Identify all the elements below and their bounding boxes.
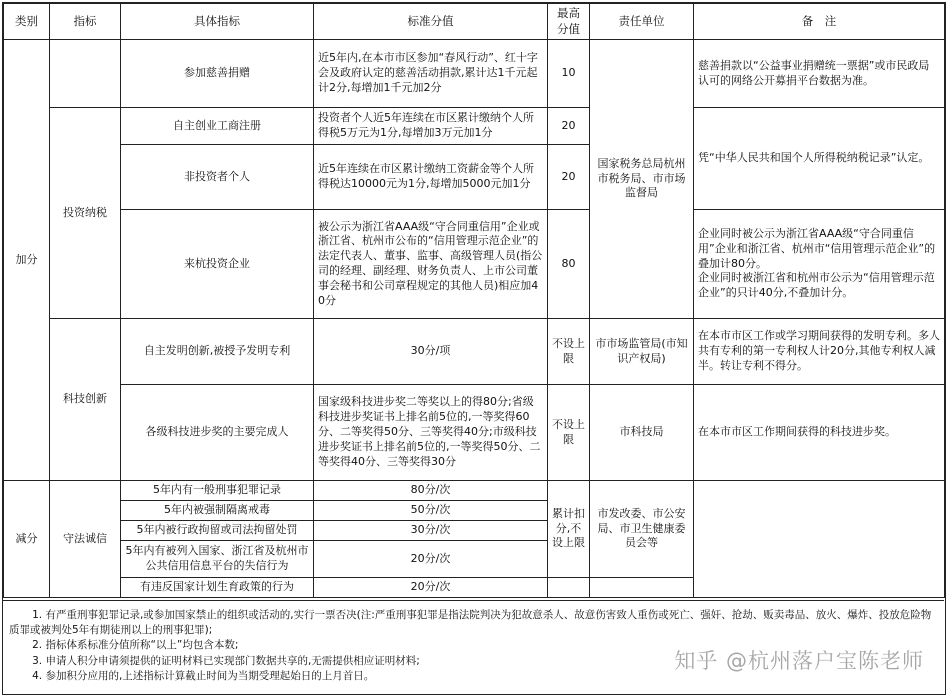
indicator-tech: 科技创新	[50, 319, 121, 481]
standard-score: 30分/次	[314, 521, 548, 541]
footnote-item: 2. 指标体系标准分值所称“以上”均包含本数;	[32, 639, 239, 652]
points-table-page	[2, 2, 946, 695]
header-standard-score: 标准分值	[314, 4, 548, 40]
max-score: 80	[548, 210, 590, 319]
standard-score: 80分/次	[314, 481, 548, 501]
max-score-integrity: 累计扣分,不设上限	[548, 481, 590, 578]
remark: 慈善捐款以“公益事业捐赠统一票据”或市民政局认可的网络公开募捐平台数据为准。	[694, 40, 945, 108]
header-category: 类别	[4, 4, 50, 40]
header-specific-indicator: 具体指标	[121, 4, 314, 40]
specific-indicator: 自主发明创新,被授予发明专利	[121, 319, 314, 385]
max-score: 不设上限	[548, 385, 590, 481]
footnote-item: 4. 参加积分应用的,上述指标计算截止时间为当期受理起始日的上月首日。	[32, 669, 375, 682]
specific-indicator: 5年内被行政拘留或司法拘留处罚	[121, 521, 314, 541]
standard-score: 近5年连续在市区累计缴纳工资薪金等个人所得税达10000元为1分,每增加5000元加1分	[314, 145, 548, 210]
header-remark: 备 注	[694, 4, 945, 40]
responsible-unit-tax: 国家税务总局杭州市税务局、市市场监督局	[590, 40, 694, 319]
table-row	[4, 40, 945, 108]
watermark: 知乎 @杭州落户宝陈老师	[674, 649, 924, 673]
max-score: 不设上限	[548, 319, 590, 385]
specific-indicator: 5年内被强制隔离戒毒	[121, 501, 314, 521]
remark: 在本市市区工作期间获得的科技进步奖。	[694, 385, 945, 481]
points-indicator-table	[3, 3, 945, 598]
header-responsible-unit: 责任单位	[590, 4, 694, 40]
standard-score: 近5年内,在本市市区参加“春风行动”、红十字会及政府认定的慈善活动捐款,累计达1千元起计2分,每增加1千元加2分	[314, 40, 548, 108]
standard-score: 50分/次	[314, 501, 548, 521]
table-row	[4, 319, 945, 385]
standard-score: 20分/次	[314, 578, 548, 598]
indicator-integrity: 守法诚信	[50, 481, 121, 598]
category-subtract: 减分	[4, 481, 50, 598]
table-row	[4, 385, 945, 481]
footnote-item: 1. 有严重刑事犯罪记录,或参加国家禁止的组织或活动的,实行一票否决(注:严重刑事犯罪是指法院判决为犯故意杀人、故意伤害致人重伤或死亡、强奸、抢劫、贩卖毒品、放火、爆炸、投放危险物质罪或被判处5年有期徒刑以上的刑事犯罪);	[9, 609, 932, 637]
specific-indicator: 5年内有一般刑事犯罪记录	[121, 481, 314, 501]
max-score-blank	[548, 578, 590, 598]
responsible-unit-integrity: 市发改委、市公安局、市卫生健康委员会等	[590, 481, 694, 578]
header-row	[4, 4, 945, 40]
remark: 在本市市区工作或学习期间获得的发明专利。多人共有专利的第一专利权人计20分,其他专利权人减半。转让专利不得分。	[694, 319, 945, 385]
remark-blank	[694, 481, 945, 598]
indicator-tax: 投资纳税	[50, 108, 121, 319]
responsible-unit: 市市场监管局(市知识产权局)	[590, 319, 694, 385]
max-score: 20	[548, 108, 590, 145]
max-score: 10	[548, 40, 590, 108]
indicator-blank	[50, 40, 121, 108]
standard-score: 投资者个人近5年连续在市区累计缴纳个人所得税5万元为1分,每增加3万元加1分	[314, 108, 548, 145]
specific-indicator: 自主创业工商注册	[121, 108, 314, 145]
specific-indicator: 参加慈善捐赠	[121, 40, 314, 108]
unit-blank	[590, 578, 694, 598]
footnote-item: 3. 申请人积分申请须提供的证明材料已实现部门数据共享的,无需提供相应证明材料;	[32, 654, 420, 667]
standard-score: 国家级科技进步奖二等奖以上的得80分;省级科技进步奖证书上排名前5位的,一等奖得60分、二等奖得50分、三等奖得40分;市级科技进步奖证书上排名前5位的,一等奖得50分、二等奖得40分、三等奖得30分	[314, 385, 548, 481]
header-max-score: 最高分值	[548, 4, 590, 40]
table-row	[4, 108, 945, 145]
header-indicator: 指标	[50, 4, 121, 40]
specific-indicator: 非投资者个人	[121, 145, 314, 210]
specific-indicator: 各级科技进步奖的主要完成人	[121, 385, 314, 481]
table-row	[4, 210, 945, 319]
responsible-unit: 市科技局	[590, 385, 694, 481]
standard-score: 20分/次	[314, 541, 548, 578]
standard-score: 30分/项	[314, 319, 548, 385]
remark-tax-personal: 凭“中华人民共和国个人所得税纳税记录”认定。	[694, 108, 945, 210]
max-score: 20	[548, 145, 590, 210]
remark-tax-enterprise	[694, 210, 945, 319]
standard-score: 被公示为浙江省AAA级“守合同重信用”企业或浙江省、杭州市公布的“信用管理示范企业”的法定代表人、董事、监事、高级管理人员(指公司的经理、副经理、财务负责人、上市公司董事会秘书和公司章程规定的其他人员)相应加40分	[314, 210, 548, 319]
remark-line: 企业同时被浙江省和杭州市公示为“信用管理示范企业”的只计40分,不叠加计分。	[698, 271, 935, 300]
specific-indicator: 来杭投资企业	[121, 210, 314, 319]
remark-line: 企业同时被公示为浙江省AAA级“守合同重信用”企业和浙江省、杭州市“信用管理示范企业”的叠加计80分。	[698, 226, 936, 270]
specific-indicator: 有违反国家计划生育政策的行为	[121, 578, 314, 598]
category-add: 加分	[4, 40, 50, 481]
specific-indicator: 5年内有被列入国家、浙江省及杭州市公共信用信息平台的失信行为	[121, 541, 314, 578]
table-row	[4, 481, 945, 501]
